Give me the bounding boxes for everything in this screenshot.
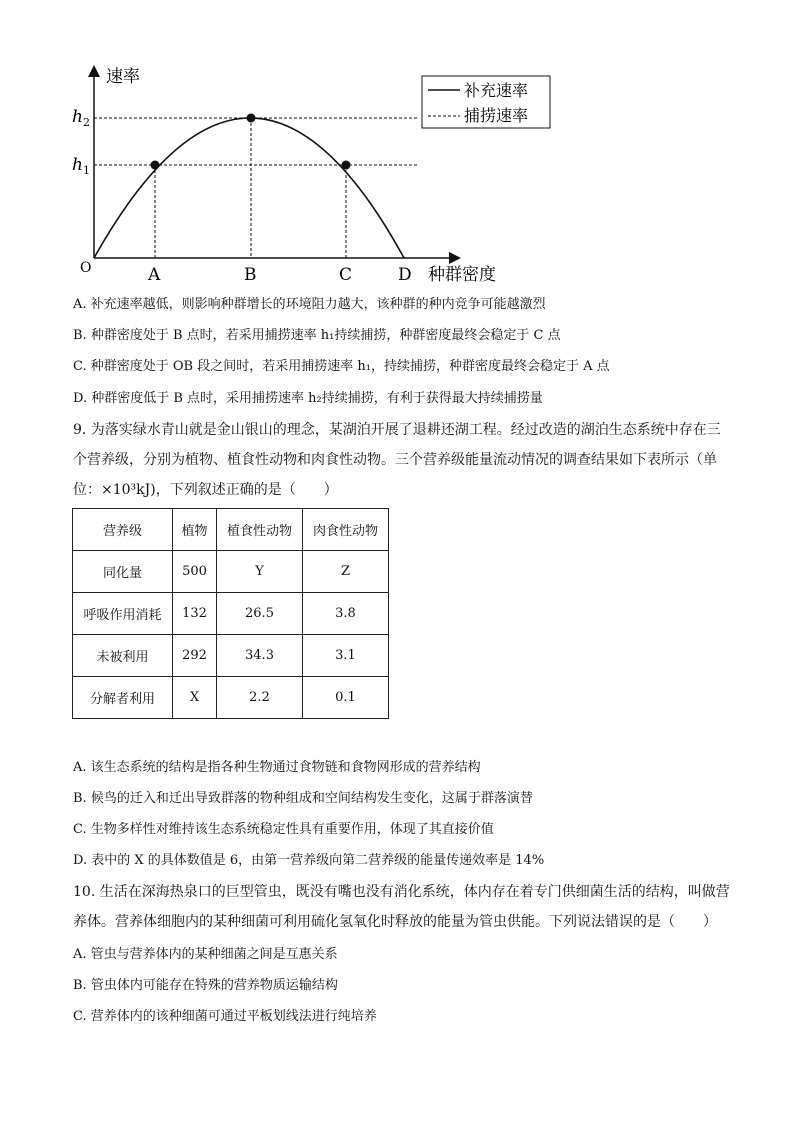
table-cell: 132 (173, 593, 217, 635)
question-10-stem (73, 877, 733, 937)
table-cell: 292 (173, 635, 217, 677)
q9-line-2: 个营养级，分别为植物、植食性动物和肉食性动物。三个营养级能量流动情况的调查结果如下表所示（单 (73, 452, 717, 468)
legend-replenishment-label: 补充速率 (464, 81, 529, 100)
q9-line-3: 位：×10³kJ)，下列叙述正确的是（ ） (73, 482, 338, 498)
table-cell: Z (303, 551, 389, 593)
table-cell: 呼吸作用消耗 (73, 593, 173, 635)
table-cell: 0.1 (303, 677, 389, 719)
q10-line-1: 10. 生活在深海热泉口的巨型管虫，既没有嘴也没有消化系统，体内存在着专门供细菌生活的结构，叫做营 (73, 884, 730, 900)
table-row (73, 551, 389, 593)
q9-option-c: C. 生物多样性对维持该生态系统稳定性具有重要作用，体现了其直接价值 (73, 822, 494, 837)
point-b-label: B (244, 265, 257, 285)
q9-option-d: D. 表中的 X 的具体数值是 6，由第一营养级向第二营养级的能量传递效率是 14% (73, 853, 545, 868)
question-9-stem (73, 415, 733, 505)
table-cell: Y (217, 551, 303, 593)
q9-option-a: A. 该生态系统的结构是指各种生物通过食物链和食物网形成的营养结构 (73, 760, 481, 775)
q8-option-b: B. 种群密度处于 B 点时，若采用捕捞速率 h₁持续捕捞，种群密度最终会稳定于 C 点 (73, 328, 561, 343)
table-header: 植物 (173, 509, 217, 551)
q10-line-2: 养体。营养体细胞内的某种细菌可利用硫化氢氧化时释放的能量为管虫供能。下列说法错误的是（ ） (73, 914, 717, 930)
table-cell: 34.3 (217, 635, 303, 677)
population-rate-graph (60, 58, 560, 290)
y-axis-label: 速率 (106, 67, 140, 87)
point-c-label: C (339, 265, 353, 285)
table-header: 营养级 (73, 509, 173, 551)
point-a-label: A (148, 265, 161, 285)
table-cell: 分解者利用 (73, 677, 173, 719)
q8-option-c: C. 种群密度处于 OB 段之间时，若采用捕捞速率 h₁，持续捕捞，种群密度最终会稳定于 A 点 (73, 359, 610, 374)
energy-flow-table (72, 508, 389, 719)
graph-svg (60, 58, 560, 290)
point-d-label: D (398, 265, 412, 285)
table-cell: 26.5 (217, 593, 303, 635)
x-axis-label: 种群密度 (428, 265, 496, 285)
origin-label: O (80, 260, 92, 276)
legend-fishing-label: 捕捞速率 (464, 106, 529, 125)
table-header: 肉食性动物 (303, 509, 389, 551)
point-b (247, 114, 256, 123)
h1-label: $h_1$ (72, 155, 90, 177)
table-row (73, 593, 389, 635)
table-cell: 3.1 (303, 635, 389, 677)
q10-option-a: A. 管虫与营养体内的某种细菌之间是互惠关系 (73, 947, 338, 962)
replenishment-curve (94, 118, 404, 258)
table-cell: 3.8 (303, 593, 389, 635)
table-cell: 2.2 (217, 677, 303, 719)
table-header: 植食性动物 (217, 509, 303, 551)
q10-option-c: C. 营养体内的该种细菌可通过平板划线法进行纯培养 (73, 1009, 377, 1024)
point-c (342, 161, 351, 170)
q9-line-1: 9. 为落实绿水青山就是金山银山的理念，某湖泊开展了退耕还湖工程。经过改造的湖泊生态系统中存在三 (73, 422, 721, 438)
h2-label: $h_2$ (72, 107, 90, 129)
q9-option-b: B. 候鸟的迁入和迁出导致群落的物种组成和空间结构发生变化，这属于群落演替 (73, 791, 533, 806)
table-cell: 500 (173, 551, 217, 593)
table-cell: X (173, 677, 217, 719)
table-header-row (73, 509, 389, 551)
q10-option-b: B. 管虫体内可能存在特殊的营养物质运输结构 (73, 978, 338, 993)
table-row (73, 635, 389, 677)
q8-option-a: A. 补充速率越低，则影响种群增长的环境阻力越大，该种群的种内竞争可能越激烈 (73, 297, 546, 312)
table-row (73, 677, 389, 719)
point-a (151, 161, 160, 170)
table-cell: 同化量 (73, 551, 173, 593)
q8-option-d: D. 种群密度低于 B 点时，采用捕捞速率 h₂持续捕捞，有利于获得最大持续捕捞量 (73, 391, 543, 406)
table-cell: 未被利用 (73, 635, 173, 677)
